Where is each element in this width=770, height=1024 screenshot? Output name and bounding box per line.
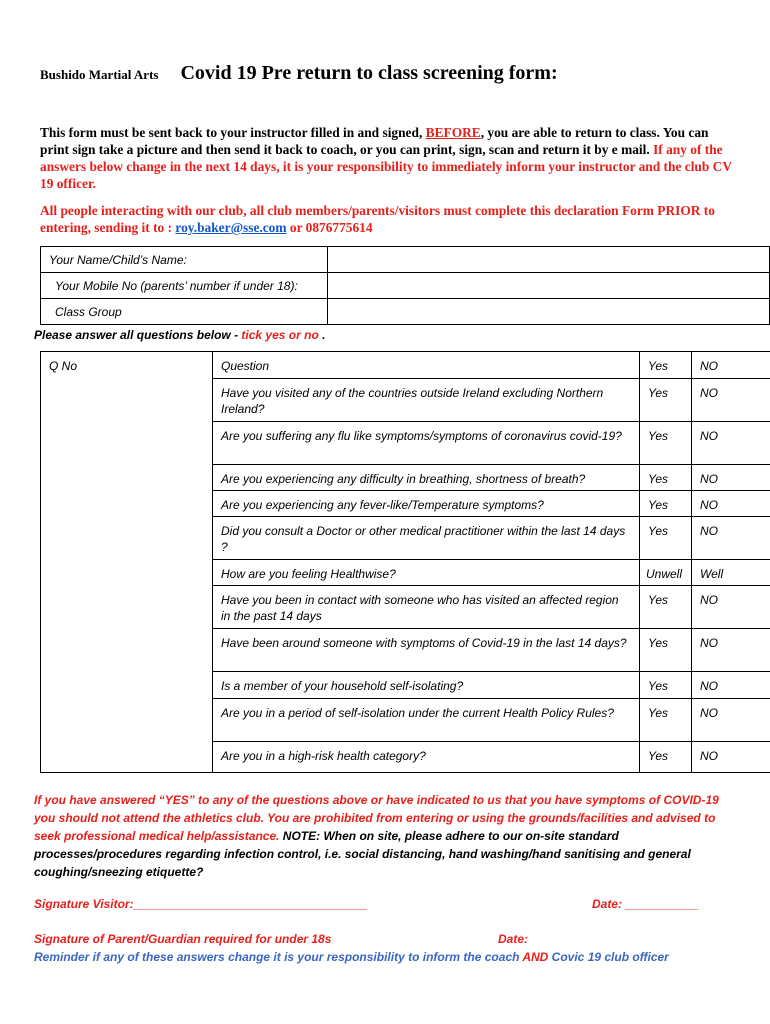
yes-option[interactable]: Yes: [640, 742, 692, 773]
question-text: Are you experiencing any fever-like/Temperature symptoms?: [213, 491, 640, 517]
instruction-text: Please answer all questions below -: [34, 328, 242, 342]
document-header: [40, 62, 740, 85]
question-text: Have you visited any of the countries outside Ireland excluding Northern Ireland?: [213, 379, 640, 422]
question-text: How are you feeling Healthwise?: [213, 560, 640, 586]
date-visitor-line[interactable]: Date: ___________: [592, 897, 699, 911]
reminder-text-end: Covic 19 club officer: [548, 950, 669, 964]
declaration-text: All people interacting with our club, all club members/parents/visitors must complete this declaration Form PRIOR to entering, sending it to :: [40, 203, 715, 235]
no-option[interactable]: NO: [692, 379, 770, 422]
yes-option[interactable]: Yes: [640, 422, 692, 465]
signature-visitor-line[interactable]: Signature Visitor:___________________________________: [34, 897, 368, 911]
reminder-and: AND: [522, 950, 549, 964]
details-row-name: [41, 247, 770, 273]
form-title: Covid 19 Pre return to class screening form:: [180, 62, 558, 84]
mobile-field[interactable]: [328, 273, 770, 299]
instruction-end: .: [318, 328, 326, 342]
question-header: Question: [213, 352, 640, 379]
intro-warning: If any of the answers below change in the next 14 days, it is your responsibility to immediately inform your instructor and the club CV 19 officer.: [40, 142, 732, 191]
no-option[interactable]: NO: [692, 742, 770, 773]
well-option[interactable]: Well: [692, 560, 770, 586]
no-option[interactable]: NO: [692, 629, 770, 672]
instruction-line: [34, 328, 325, 342]
no-option[interactable]: NO: [692, 586, 770, 629]
question-text: Have been around someone with symptoms of Covid-19 in the last 14 days?: [213, 629, 640, 672]
questions-header-row: [41, 352, 770, 379]
question-text: Are you experiencing any difficulty in breathing, shortness of breath?: [213, 465, 640, 491]
no-option[interactable]: NO: [692, 465, 770, 491]
yes-option[interactable]: Yes: [640, 586, 692, 629]
email-link[interactable]: roy.baker@sse.com: [175, 220, 287, 235]
mobile-label: Your Mobile No (parents’ number if under 18):: [41, 273, 328, 299]
yes-option[interactable]: Yes: [640, 517, 692, 560]
declaration-paragraph: [40, 202, 740, 236]
yes-option[interactable]: Yes: [640, 672, 692, 699]
before-emphasis: BEFORE: [425, 125, 481, 140]
footer-notice: NOTE: When on site, please adhere to our on-site standard processes/procedures regarding infection control, i.e. social distancing, hand washing/hand sanitising and general coughing/sneezing etiquette?: [34, 829, 691, 879]
yes-option[interactable]: Yes: [640, 629, 692, 672]
date-parent-line[interactable]: Date:: [498, 932, 529, 946]
question-text: Are you in a high-risk health category?: [213, 742, 640, 773]
yes-header: Yes: [640, 352, 692, 379]
no-option[interactable]: NO: [692, 491, 770, 517]
reminder-text: Reminder if any of these answers change it is your responsibility to inform the coach: [34, 950, 523, 964]
name-label: Your Name/Child’s Name:: [41, 247, 328, 273]
qno-header: Q No: [41, 352, 213, 773]
questions-table: [40, 351, 770, 773]
name-field[interactable]: [328, 247, 770, 273]
question-text: Have you been in contact with someone who has visited an affected region in the past 14 days: [213, 586, 640, 629]
no-option[interactable]: NO: [692, 422, 770, 465]
question-text: Are you in a period of self-isolation under the current Health Policy Rules?: [213, 699, 640, 742]
no-option[interactable]: NO: [692, 699, 770, 742]
footer-note: [34, 791, 734, 881]
phone-number: or 0876775614: [286, 220, 373, 235]
class-group-field[interactable]: [328, 299, 770, 325]
organization-name: Bushido Martial Arts: [40, 67, 159, 82]
details-table: [40, 246, 770, 325]
intro-text: This form must be sent back to your instructor filled in and signed,: [40, 125, 426, 140]
yes-option[interactable]: Yes: [640, 465, 692, 491]
unwell-option[interactable]: Unwell: [640, 560, 692, 586]
details-row-class: [41, 299, 770, 325]
no-option[interactable]: NO: [692, 517, 770, 560]
no-option[interactable]: NO: [692, 672, 770, 699]
details-row-mobile: [41, 273, 770, 299]
question-text: Are you suffering any flu like symptoms/symptoms of coronavirus covid-19?: [213, 422, 640, 465]
yes-option[interactable]: Yes: [640, 491, 692, 517]
instruction-tick: tick yes or no: [241, 328, 319, 342]
no-header: NO: [692, 352, 770, 379]
class-group-label: Class Group: [41, 299, 328, 325]
yes-option[interactable]: Yes: [640, 699, 692, 742]
question-text: Did you consult a Doctor or other medical practitioner within the last 14 days ?: [213, 517, 640, 560]
footer-warning: If you have answered “YES” to any of the questions above or have indicated to us that you have symptoms of COVID-19 you should not attend the athletics club. You are prohibited from entering or using the grounds/facilities and advised to seek professional medical help/assistance.: [34, 793, 719, 843]
intro-paragraph: [40, 124, 735, 192]
reminder-line: [34, 950, 669, 964]
question-text: Is a member of your household self-isolating?: [213, 672, 640, 699]
yes-option[interactable]: Yes: [640, 379, 692, 422]
intro-text-cont: , you are able to return to class. You can print sign take a picture and then send it back to coach, or you can print, sign, scan and return it by e mail.: [40, 125, 709, 157]
signature-parent-line[interactable]: Signature of Parent/Guardian required for under 18s: [34, 932, 332, 946]
